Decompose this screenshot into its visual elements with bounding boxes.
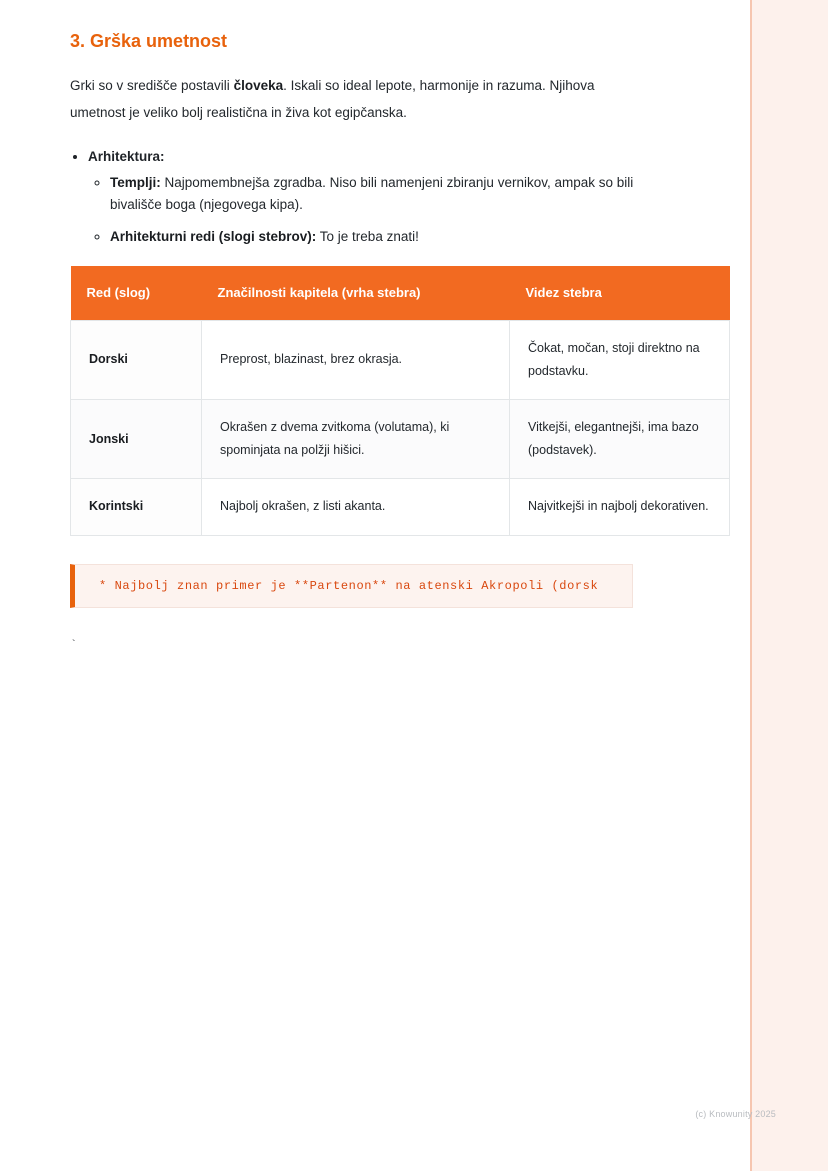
table-row (71, 479, 730, 535)
table-row (71, 400, 730, 479)
cell-videz-korintski: Najvitkejši in najbolj dekorativen. (510, 479, 730, 535)
cell-videz-dorski: Čokat, močan, stoji direktno na podstavku. (510, 320, 730, 399)
intro-paragraph (70, 73, 636, 126)
bullet-label-arhitektura: Arhitektura: (88, 149, 165, 165)
page-title: 3. Grška umetnost (70, 31, 228, 51)
table-row (71, 320, 730, 399)
table-header-videz: Videz stebra (510, 266, 730, 320)
cell-red-dorski: Dorski (71, 320, 202, 399)
list-item (110, 172, 636, 217)
table-header-red: Red (slog) (71, 266, 202, 320)
trailing-backtick: ` (70, 637, 78, 652)
cell-znacilnosti-korintski: Najbolj okrašen, z listi akanta. (202, 479, 510, 535)
sub-text-redi: To je treba znati! (316, 229, 419, 245)
code-callout-block (70, 564, 633, 608)
bullet-list (70, 144, 636, 248)
intro-bold-word: človeka (233, 78, 284, 94)
sub-label-templji: Templji: (110, 174, 161, 190)
table-body (71, 320, 730, 535)
cell-red-jonski: Jonski (71, 400, 202, 479)
table-header-row (71, 266, 730, 320)
list-item (88, 144, 636, 248)
table-header (71, 266, 730, 320)
code-line: * Najbolj znan primer je **Partenon** na atenski Akropoli (dorsk (99, 578, 599, 593)
cell-videz-jonski: Vitkejši, elegantnejši, ima bazo (podstavek). (510, 400, 730, 479)
table-header-znacilnosti: Značilnosti kapitela (vrha stebra) (202, 266, 510, 320)
list-item (110, 226, 636, 248)
sub-label-redi: Arhitekturni redi (slogi stebrov): (110, 229, 317, 245)
page-edge-strip (750, 0, 828, 1171)
sub-text-templji: Najpomembnejša zgradba. Niso bili namenjeni zbiranju vernikov, ampak so bili bivališče boga (njegovega kipa). (110, 174, 634, 212)
intro-text-before: Grki so v središče postavili (70, 78, 234, 94)
cell-znacilnosti-jonski: Okrašen z dvema zvitkoma (volutama), ki spominjata na polžji hišici. (202, 400, 510, 479)
column-orders-table (70, 266, 730, 535)
cell-znacilnosti-dorski: Preprost, blazinast, brez okrasja. (202, 320, 510, 399)
sub-list (88, 172, 636, 249)
footer-credit: (c) Knowunity 2025 (695, 1109, 776, 1119)
cell-red-korintski: Korintski (71, 479, 202, 535)
intro-text-after: . Iskali so ideal lepote, harmonije in razuma. Njihova umetnost je veliko bolj realistična in živa kot egipčanska. (70, 78, 595, 120)
document-content (70, 30, 709, 652)
